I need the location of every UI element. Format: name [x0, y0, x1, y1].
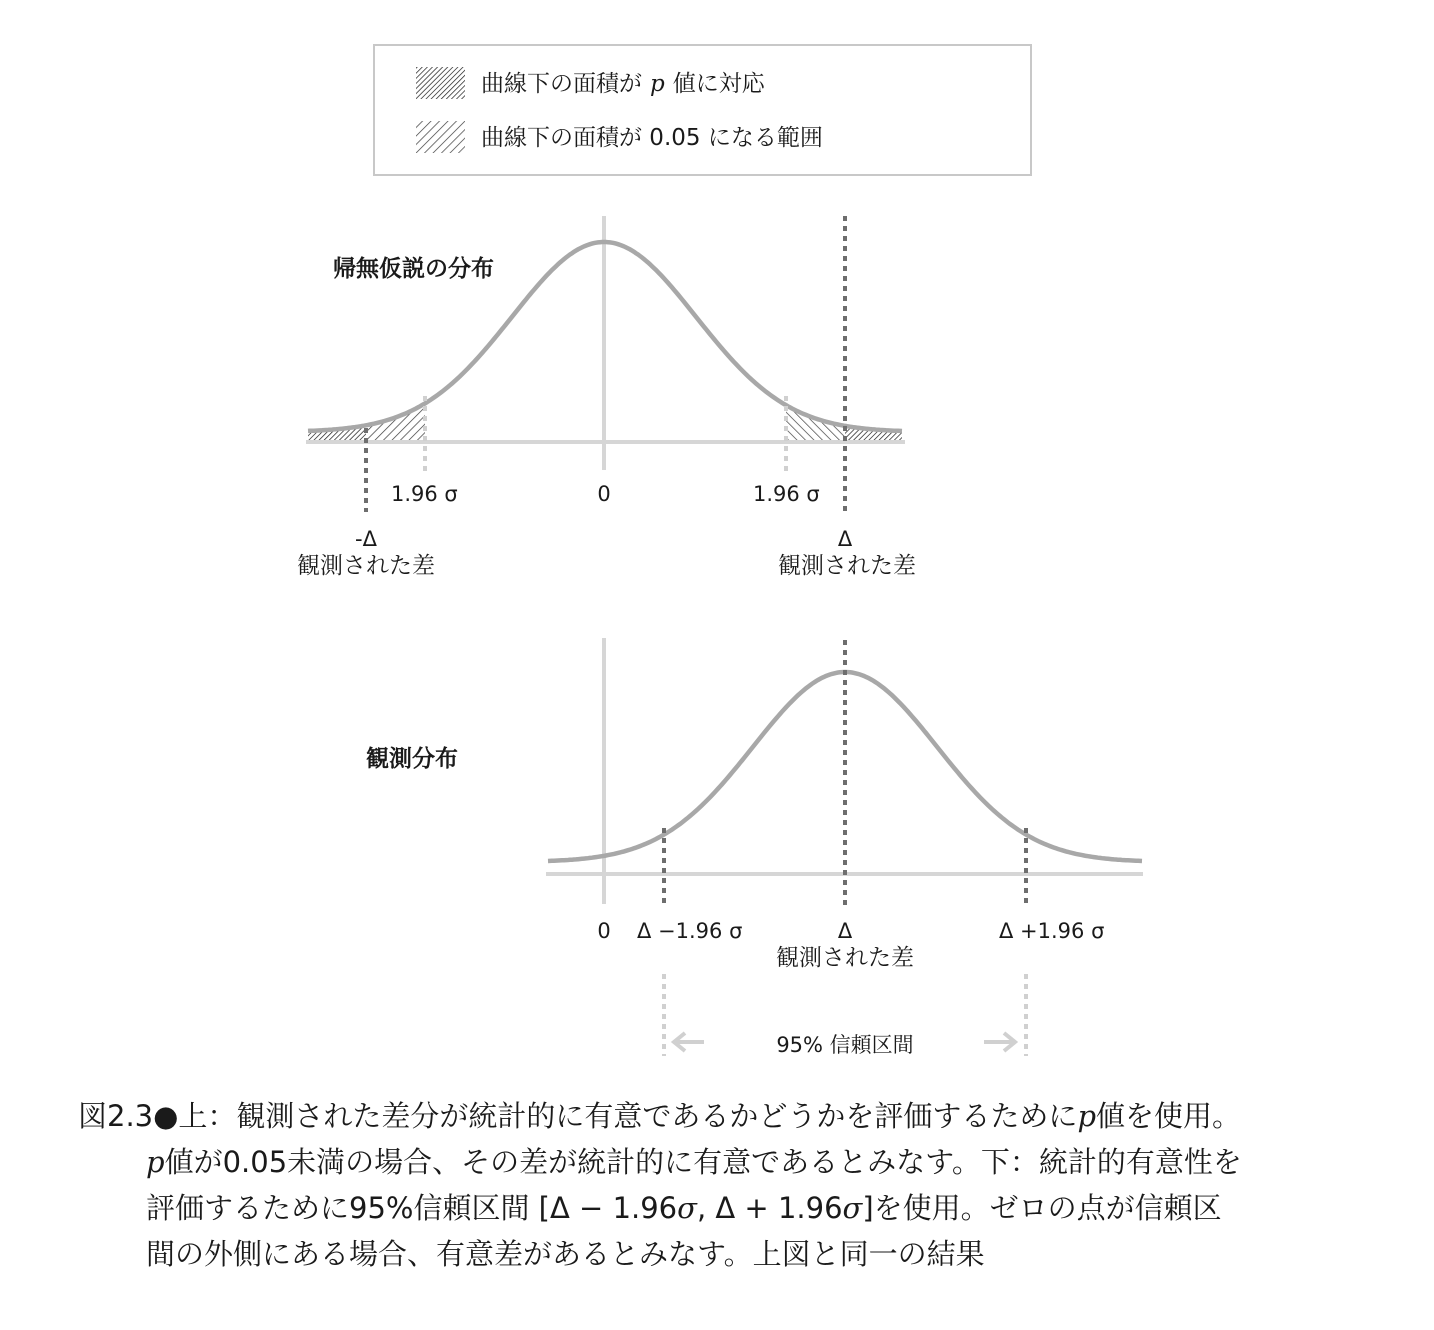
label-left-sigma: 1.96 σ: [391, 482, 458, 506]
label-zero: 0: [597, 482, 611, 506]
ci-arrow-right: [984, 1033, 1015, 1051]
ci-arrow-left: [674, 1033, 704, 1051]
caption-line-2: p値が0.05未満の場合、その差が統計的に有意であるとみなす。下：統計的有意性を: [146, 1145, 1242, 1179]
null-distribution-panel: [297, 216, 916, 579]
label-observed-right: 観測された差: [778, 553, 916, 579]
legend: [374, 45, 1031, 175]
caption-line-3: 評価するために95%信頼区間 [Δ − 1.96σ, Δ + 1.96σ]を使用。ゼロの点が信頼区: [146, 1191, 1222, 1225]
caption-line-4: 間の外側にある場合、有意差があるとみなす。上図と同一の結果: [146, 1237, 985, 1271]
legend-label-p-value: 曲線下の面積が p 値に対応: [481, 71, 765, 97]
figure-caption: [78, 1093, 1418, 1277]
label-pos-delta: Δ: [837, 527, 853, 551]
label-right-sigma: 1.96 σ: [753, 482, 820, 506]
legend-box: [374, 45, 1031, 175]
observed-distribution-panel: [366, 638, 1143, 1057]
label-neg-delta: -Δ: [355, 527, 377, 551]
caption-p-variable-2: p: [146, 1145, 165, 1179]
label-observed-left: 観測された差: [297, 553, 435, 579]
caption-p-variable: p: [1077, 1099, 1097, 1133]
label-bottom-delta: Δ: [837, 919, 853, 943]
label-confidence-interval: 95% 信頼区間: [776, 1033, 914, 1057]
null-distribution-title: 帰無仮説の分布: [333, 256, 494, 282]
label-ci-upper: Δ +1.96 σ: [999, 919, 1105, 943]
label-bottom-observed: 観測された差: [776, 945, 914, 971]
caption-line-1: 図2.3●上：観測された差分が統計的に有意であるかどうかを評価するためにp値を使用。: [78, 1099, 1242, 1133]
label-ci-lower: Δ −1.96 σ: [637, 919, 743, 943]
observed-distribution-title: 観測分布: [366, 746, 458, 772]
legend-label-alpha: 曲線下の面積が 0.05 になる範囲: [481, 125, 823, 151]
legend-swatch-p-value: [416, 67, 465, 99]
label-bottom-zero: 0: [597, 919, 611, 943]
legend-swatch-alpha: [416, 121, 465, 153]
